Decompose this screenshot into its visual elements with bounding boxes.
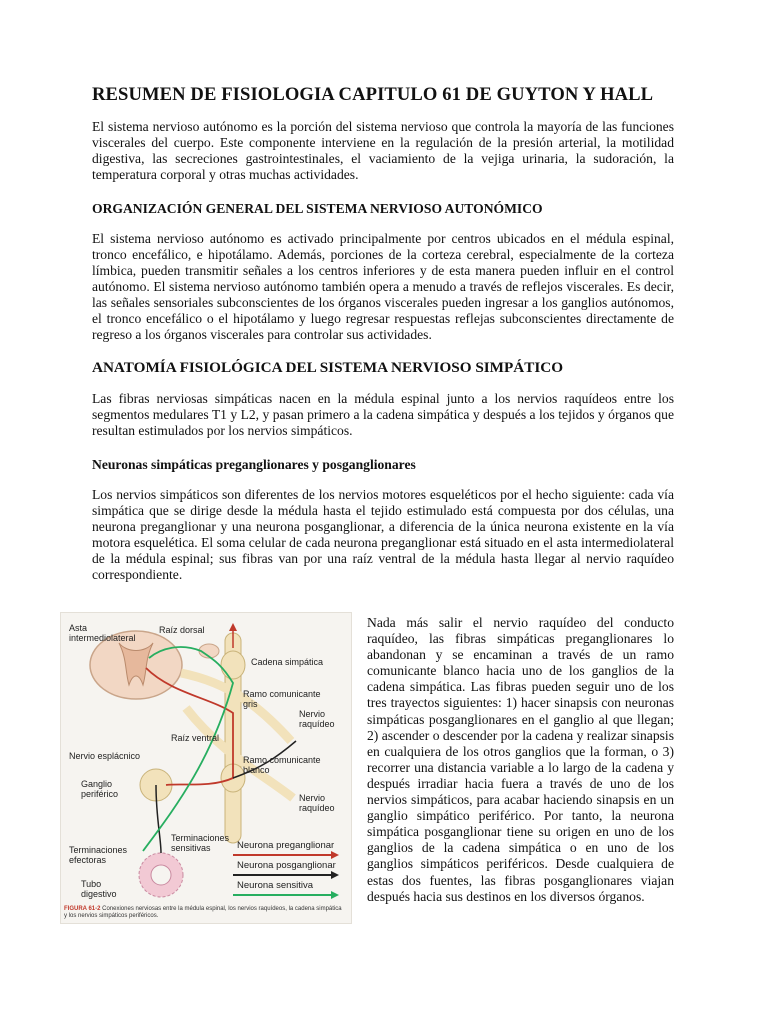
section-heading-organizacion: ORGANIZACIÓN GENERAL DEL SISTEMA NERVIOSO AUTONÓMICO (92, 201, 543, 216)
label-nervio-raquideo-2: Nervio raquídeo (299, 793, 335, 813)
page-title: RESUMEN DE FISIOLOGIA CAPITULO 61 DE GUYTON Y HALL (92, 84, 654, 105)
legend-sens-arrow (331, 891, 339, 899)
label-ganglio-periferico: Ganglio periférico (81, 779, 119, 799)
label-nervio-esplacnico: Nervio esplácnico (69, 751, 141, 761)
section-heading-anatomia: ANATOMÍA FISIOLÓGICA DEL SISTEMA NERVIOSO SIMPÁTICO (92, 359, 564, 376)
label-raiz-ventral: Raíz ventral (171, 733, 220, 743)
legend-sens-label: Neurona sensitiva (237, 880, 314, 891)
legend-pos-arrow (331, 871, 339, 879)
label-cadena-simpatica: Cadena simpática (251, 657, 324, 667)
section-paragraph-neuronas: Los nervios simpáticos son diferentes de los nervios motores esqueléticos por el hecho siguiente: cada vía simpática que se dirige desde la médula hasta el tejido estimulado está compuesta por dos células, una neurona preganglionar y una neurona posganglionar, a diferencia de la única neurona existente en la vía motora esquelética. El soma celular de cada neurona preganglionar está situado en el asta intermediolateral de la médula espinal; sus fibras van por una raíz ventral de la médula hasta llegar al nervio raquídeo correspondiente. (92, 487, 674, 582)
section-paragraph-organizacion: El sistema nervioso autónomo es activado principalmente por centros ubicados en el médula espinal, tronco encefálico, e hipotálamo. Además, porciones de la corteza cerebral, especialmente de la corteza límbica, pueden transmitir señales a los centros inferiores y de esta manera pueden influir en el control autónomo. El sistema nervioso autónomo también opera a menudo a través de reflejos viscerales. Es decir, las señales sensoriales subconscientes de los órganos viscerales pueden ingresar a los ganglios autónomos, el tronco encefálico o el hipotálamo y luego regresar respuestas reflejas subconscientes directamente de regreso a los órganos viscerales para controlar sus actividades. (92, 231, 674, 342)
sympathetic-anatomy-figure (60, 612, 352, 924)
legend-pre-arrow (331, 851, 339, 859)
legend-pre-label: Neurona preganglionar (237, 840, 335, 851)
digestive-lumen-shape (151, 865, 171, 885)
chain-arrowhead (229, 623, 237, 631)
section-paragraph-anatomia: Las fibras nerviosas simpáticas nacen en la médula espinal junto a los nervios raquídeos entre los segmentos medulares T1 y L2, y pasan primero a la cadena simpática y después a los tejidos y órganos que resultan estimulados por los nervios simpáticos. (92, 391, 674, 438)
legend-pos-label: Neurona posganglionar (237, 860, 336, 871)
chain-ganglion-1 (221, 651, 245, 679)
caption-text: Conexiones nerviosas entre la médula espinal, los nervios raquídeos, la cadena simpática y los nervios simpáticos periféricos. (64, 906, 342, 919)
side-paragraph: Nada más salir el nervio raquídeo del conducto raquídeo, las fibras simpáticas preganglionares lo abandonan y se encaminan a través de un ramo comunicante blanco hacia uno de los ganglios de la cadena simpática. Las fibras pueden seguir uno de los tres trayectos siguientes: 1) hacer sinapsis con neuronas simpáticas posganglionares en el ganglio al que llegan; 2) ascender o descender por la cadena y realizar sinapsis en cualquiera de los otros ganglios que la forman, o 3) recorrer una distancia variable a lo largo de la cadena y después irradiar hacia fuera a través de uno de los nervios simpáticos, para acabar haciendo sinapsis en un ganglio simpático periférico. Por tanto, la neurona simpática posganglionar tiene su origen en uno de los ganglios de la cadena simpática o en uno de los ganglios simpáticos periféricos. Desde cualquiera de estas dos fuentes, las fibras posganglionares viajan después hacia sus destinos en los diversos órganos. (367, 615, 674, 904)
label-asta: Asta intermediolateral (69, 623, 136, 643)
section-heading-neuronas: Neuronas simpáticas preganglionares y posganglionares (92, 457, 416, 472)
label-ramo-blanco: Ramo comunicante blanco (243, 755, 321, 775)
intro-paragraph: El sistema nervioso autónomo es la porción del sistema nervioso que controla la mayoría de las funciones viscerales del cuerpo. Este componente interviene en la regulación de la presión arterial, la motilidad digestiva, las secreciones gastrointestinales, el vaciamiento de la vejiga urinaria, la sudoración, la temperatura corporal y otras muchas actividades. (92, 119, 674, 182)
label-terminaciones-efectoras: Terminaciones efectoras (69, 845, 128, 865)
caption-number: FIGURA 61-2 (64, 906, 101, 912)
label-ramo-gris: Ramo comunicante gris (243, 689, 321, 709)
label-nervio-raquideo-1: Nervio raquídeo (299, 709, 335, 729)
label-terminaciones-sensitivas: Terminaciones sensitivas (171, 833, 230, 853)
label-raiz-dorsal: Raíz dorsal (159, 625, 205, 635)
label-tubo-digestivo: Tubo digestivo (81, 879, 117, 899)
figure-caption (64, 906, 346, 920)
